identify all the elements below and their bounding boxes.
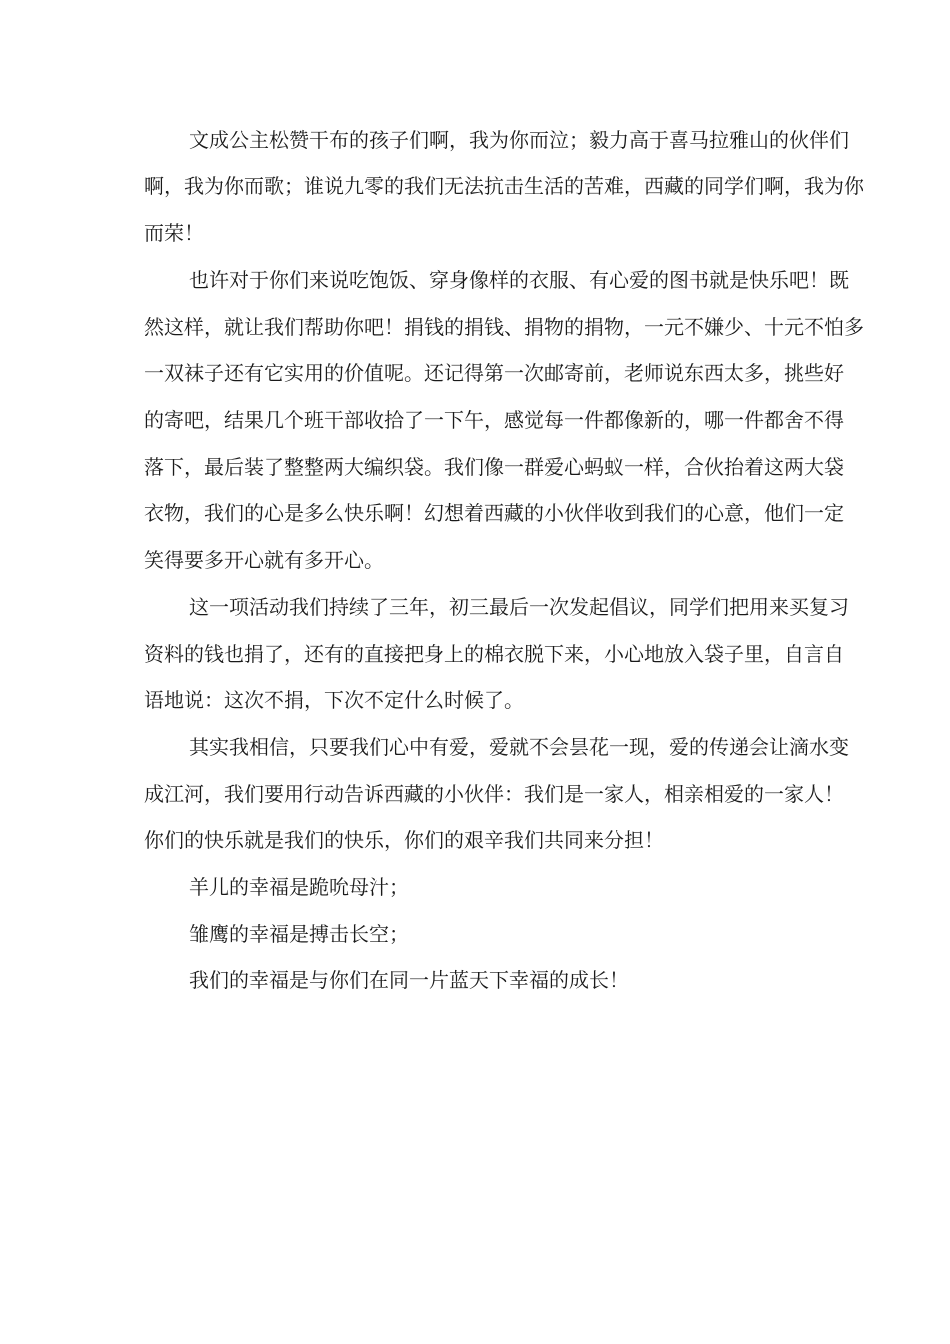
text-line: 而荣！ xyxy=(144,221,204,245)
text-line: 成江河，我们要用行动告诉西藏的小伙伴：我们是一家人，相亲相爱的一家人！ xyxy=(144,782,844,806)
text-line: 我们的幸福是与你们在同一片蓝天下幸福的成长！ xyxy=(189,968,629,992)
text-line: 其实我相信，只要我们心中有爱，爱就不会昙花一现，爱的传递会让滴水变 xyxy=(189,735,849,759)
text-line: 文成公主松赞干布的孩子们啊，我为你而泣；毅力高于喜马拉雅山的伙伴们 xyxy=(189,128,849,152)
text-line: 也许对于你们来说吃饱饭、穿身像样的衣服、有心爱的图书就是快乐吧！既 xyxy=(189,268,849,292)
text-line: 语地说：这次不捐，下次不定什么时候了。 xyxy=(144,688,524,712)
text-line: 羊儿的幸福是跪吮母汁； xyxy=(189,875,409,899)
text-line: 这一项活动我们持续了三年，初三最后一次发起倡议，同学们把用来买复习 xyxy=(189,595,849,619)
text-line: 雏鹰的幸福是搏击长空； xyxy=(189,922,409,946)
text-line: 落下，最后装了整整两大编织袋。我们像一群爱心蚂蚁一样，合伙抬着这两大袋 xyxy=(144,455,844,479)
text-line: 的寄吧，结果几个班干部收拾了一下午，感觉每一件都像新的，哪一件都舍不得 xyxy=(144,408,844,432)
text-line: 你们的快乐就是我们的快乐，你们的艰辛我们共同来分担！ xyxy=(144,828,664,852)
text-line: 衣物，我们的心是多么快乐啊！幻想着西藏的小伙伴收到我们的心意，他们一定 xyxy=(144,501,844,525)
text-line: 一双袜子还有它实用的价值呢。还记得第一次邮寄前，老师说东西太多，挑些好 xyxy=(144,361,844,385)
text-line: 然这样，就让我们帮助你吧！捐钱的捐钱、捐物的捐物，一元不嫌少、十元不怕多 xyxy=(144,315,864,339)
text-line: 啊，我为你而歌；谁说九零的我们无法抗击生活的苦难，西藏的同学们啊，我为你 xyxy=(144,174,864,198)
text-line: 笑得要多开心就有多开心。 xyxy=(144,548,384,572)
text-line: 资料的钱也捐了，还有的直接把身上的棉衣脱下来，小心地放入袋子里，自言自 xyxy=(144,642,844,666)
